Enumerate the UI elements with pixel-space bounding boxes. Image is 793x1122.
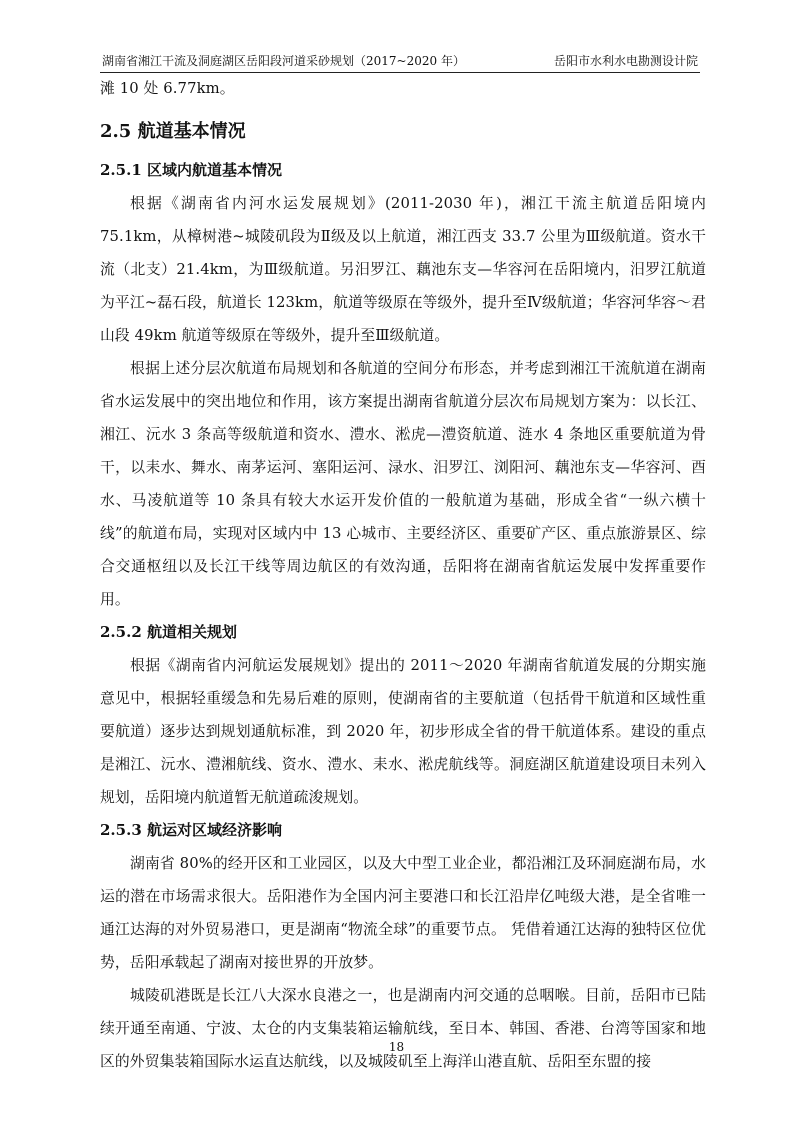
subsection-heading-2-5-2: 2.5.2 航道相关规划 (100, 623, 237, 641)
paragraph-continuation: 滩 10 处 6.77km。 (100, 80, 235, 97)
paragraph: 根据《湖南省内河航运发展规划》提出的 2011～2020 年湖南省航道发展的分期实施意见中，根据轻重缓急和先易后难的原则，使湖南省的主要航道（包括骨干航道和区域性重要航道）逐步达到规划通航标准，到 2020 年，初步形成全省的骨干航道体系。建设的重点是湘江、沅水、澧湘航线、资水、澧水、耒水、淞虎航线等。洞庭湖区航道建设项目未列入规划，岳阳境内航道暂无航道疏浚规划。 (100, 657, 706, 806)
paragraph: 湖南省 80%的经开区和工业园区，以及大中型工业企业，都沿湘江及环洞庭湖布局，水运的潜在市场需求很大。岳阳港作为全国内河主要港口和长江沿岸亿吨级大港，是全省唯一通江达海的对外贸易港口，更是湖南“物流全球”的重要节点。 凭借着通江达海的独特区位优势，岳阳承载起了湖南对接世界的开放梦。 (100, 855, 706, 971)
header-document-title: 湖南省湘江干流及洞庭湖区岳阳段河道采砂规划（2017~2020 年） (102, 54, 465, 68)
header-institution: 岳阳市水利水电勘测设计院 (553, 54, 698, 68)
subsection-heading-2-5-3: 2.5.3 航运对区域经济影响 (100, 821, 282, 839)
paragraph: 根据上述分层次航道布局规划和各航道的空间分布形态，并考虑到湘江干流航道在湖南省水运发展中的突出地位和作用，该方案提出湖南省航道分层次布局规划方案为：以长江、湘江、沅水 3 条高等级航道和资水、澧水、淞虎—澧资航道、涟水 4 条地区重要航道为骨干，以耒水、舞水、南茅运河、塞阳运河、渌水、汨罗江、浏阳河、藕池东支—华容河、酉水、马凌航道等 10 条具有较大水运开发价值的一般航道为基础，形成全省“一纵六横十线”的航道布局，实现对区域内中 13 心城市、主要经济区、重要矿产区、重点旅游景区、综合交通枢纽以及长江干线等周边航区的有效沟通，岳阳将在湖南省航运发展中发挥重要作用。 (100, 360, 706, 608)
paragraph: 城陵矶港既是长江八大深水良港之一，也是湖南内河交通的总咽喉。目前，岳阳市已陆续开通至南通、宁波、太仓的内支集装箱运输航线，至日本、韩国、香港、台湾等国家和地区的外贸集装箱国际水运直达航线，以及城陵矶至上海洋山港直航、岳阳至东盟的接 (100, 987, 706, 1070)
section-heading-2-5: 2.5 航道基本情况 (100, 121, 246, 142)
subsection-heading-2-5-1: 2.5.1 区域内航道基本情况 (100, 161, 282, 179)
page-number: 18 (388, 1040, 405, 1054)
page-header (100, 52, 700, 73)
document-body (100, 72, 706, 1078)
paragraph: 根据《湖南省内河水运发展规划》(2011-2030 年)，湘江干流主航道岳阳境内 75.1km，从樟树港~城陵矶段为Ⅱ级及以上航道，湘江西支 33.7 公里为Ⅲ级航道。资水干流（北支）21.4km，为Ⅲ级航道。另汨罗江、藕池东支—华容河在岳阳境内，汨罗江航道为平江~磊石段，航道长 123km，航道等级原在等级外，提升至Ⅳ级航道；华容河华容～君山段 49km 航道等级原在等级外，提升至Ⅲ级航道。 (100, 195, 706, 344)
